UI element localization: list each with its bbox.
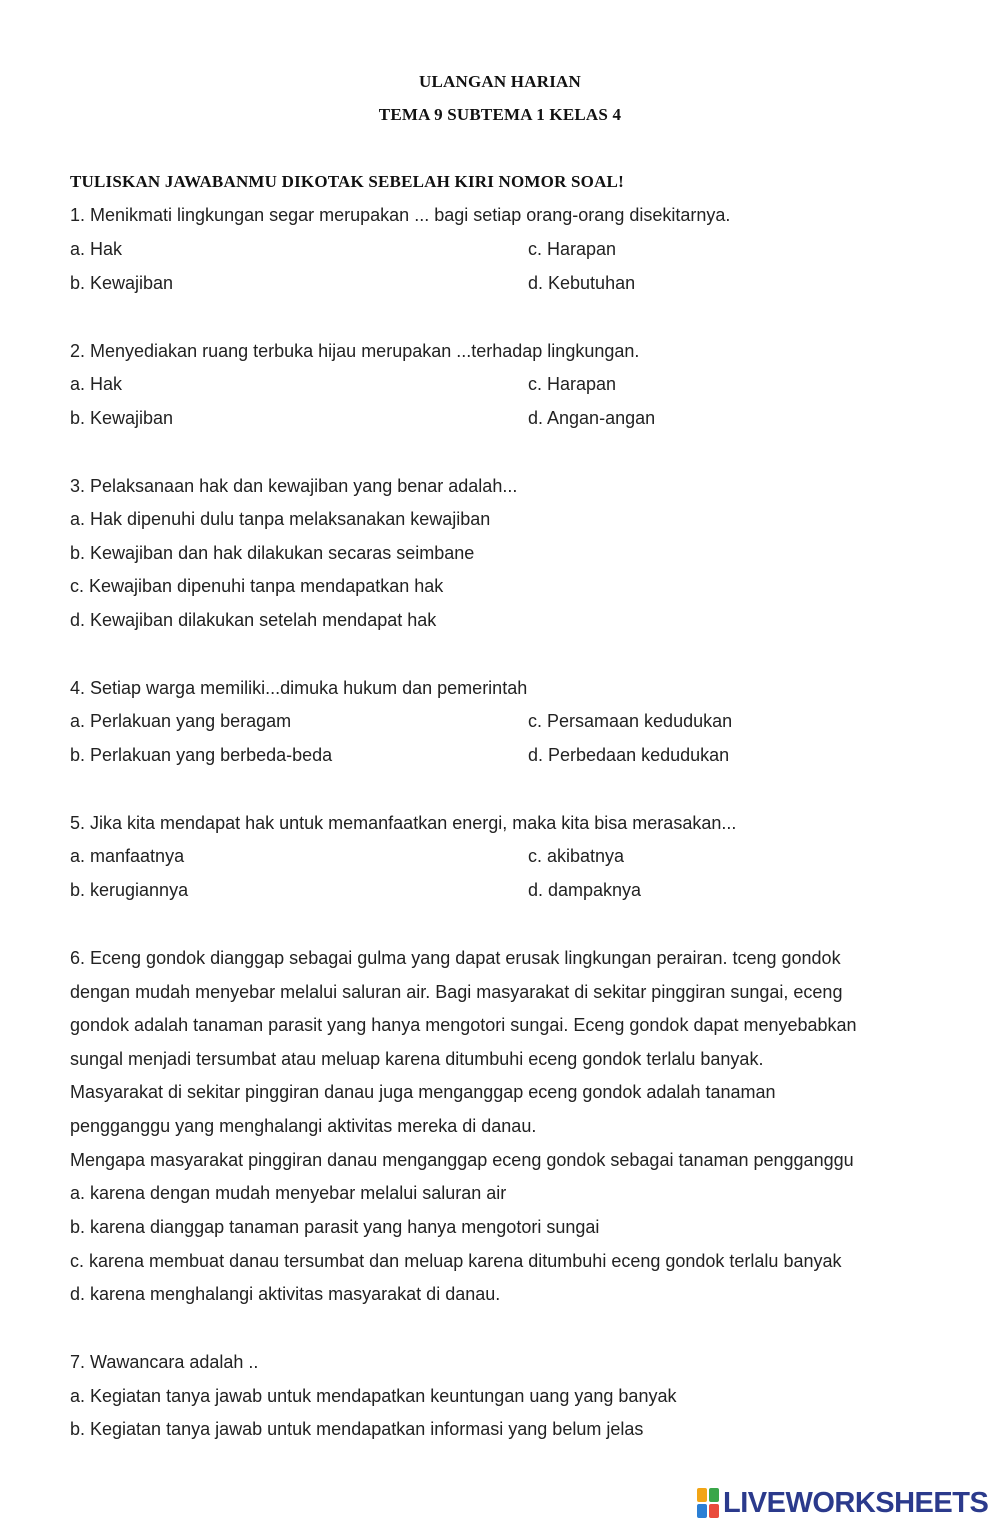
page-title: ULANGAN HARIAN	[419, 72, 581, 91]
logo-square-2	[709, 1488, 719, 1502]
q2-option-a: a. Hak	[70, 374, 123, 394]
q7-option-b: b. Kegiatan tanya jawab untuk mendapatkan informasi yang belum jelas	[70, 1419, 644, 1439]
q6-passage-line: Masyarakat di sekitar pinggiran danau juga menganggap eceng gondok adalah tanaman	[70, 1082, 776, 1102]
q5-option-c: c. akibatnya	[528, 846, 625, 866]
q1-option-a: a. Hak	[70, 239, 123, 259]
q6-passage-line: gondok adalah tanaman parasit yang hanya mengotori sungai. Eceng gondok dapat menyebabkan	[70, 1015, 857, 1035]
instruction-text: TULISKAN JAWABANMU DIKOTAK SEBELAH KIRI NOMOR SOAL!	[70, 172, 624, 191]
q1-option-b: b. Kewajiban	[70, 273, 174, 293]
q3-option-b: b. Kewajiban dan hak dilakukan secaras seimbane	[70, 543, 475, 563]
q6-option-a: a. karena dengan mudah menyebar melalui saluran air	[70, 1183, 507, 1203]
question-7: 7. Wawancara adalah ..	[70, 1352, 259, 1372]
q3-option-d: d. Kewajiban dilakukan setelah mendapat hak	[70, 610, 437, 630]
q5-option-d: d. dampaknya	[528, 880, 642, 900]
question-6: Mengapa masyarakat pinggiran danau menganggap eceng gondok sebagai tanaman pengganggu	[70, 1150, 854, 1170]
q6-passage-line: 6. Eceng gondok dianggap sebagai gulma yang dapat erusak lingkungan perairan. tceng gondok	[70, 948, 841, 968]
q4-option-a: a. Perlakuan yang beragam	[70, 711, 292, 731]
q6-option-c: c. karena membuat danau tersumbat dan meluap karena ditumbuhi eceng gondok terlalu banyak	[70, 1251, 842, 1271]
question-2: 2. Menyediakan ruang terbuka hijau merupakan ...terhadap lingkungan.	[70, 341, 640, 361]
liveworksheets-logo[interactable]	[697, 1486, 988, 1520]
question-3: 3. Pelaksanaan hak dan kewajiban yang benar adalah...	[70, 476, 518, 496]
q2-option-d: d. Angan-angan	[528, 408, 656, 428]
q5-option-b: b. kerugiannya	[70, 880, 189, 900]
q6-passage-line: dengan mudah menyebar melalui saluran air. Bagi masyarakat di sekitar pinggiran sungai, eceng	[70, 982, 843, 1002]
q7-option-a: a. Kegiatan tanya jawab untuk mendapatkan keuntungan uang yang banyak	[70, 1386, 677, 1406]
q1-option-d: d. Kebutuhan	[528, 273, 636, 293]
q6-option-d: d. karena menghalangi aktivitas masyarakat di danau.	[70, 1284, 501, 1304]
q1-option-c: c. Harapan	[528, 239, 617, 259]
page-subtitle: TEMA 9 SUBTEMA 1 KELAS 4	[378, 105, 622, 124]
q4-option-b: b. Perlakuan yang berbeda-beda	[70, 745, 333, 765]
q4-option-c: c. Persamaan kedudukan	[528, 711, 733, 731]
q2-option-c: c. Harapan	[528, 374, 617, 394]
logo-square-3	[697, 1504, 707, 1518]
q3-option-a: a. Hak dipenuhi dulu tanpa melaksanakan kewajiban	[70, 509, 491, 529]
liveworksheets-logo-text: LIVEWORKSHEETS	[723, 1486, 989, 1519]
q4-option-d: d. Perbedaan kedudukan	[528, 745, 730, 765]
q3-option-c: c. Kewajiban dipenuhi tanpa mendapatkan hak	[70, 576, 444, 596]
logo-square-1	[697, 1488, 707, 1502]
q6-passage-line: sungal menjadi tersumbat atau meluap karena ditumbuhi eceng gondok terlalu banyak.	[70, 1049, 764, 1069]
question-5: 5. Jika kita mendapat hak untuk memanfaatkan energi, maka kita bisa merasakan...	[70, 813, 737, 833]
liveworksheets-logo-icon	[697, 1488, 719, 1518]
q6-option-b: b. karena dianggap tanaman parasit yang hanya mengotori sungai	[70, 1217, 600, 1237]
question-1: 1. Menikmati lingkungan segar merupakan ... bagi setiap orang-orang disekitarnya.	[70, 205, 731, 225]
q5-option-a: a. manfaatnya	[70, 846, 185, 866]
q6-passage-line: pengganggu yang menghalangi aktivitas mereka di danau.	[70, 1116, 537, 1136]
q2-option-b: b. Kewajiban	[70, 408, 174, 428]
logo-square-4	[709, 1504, 719, 1518]
question-4: 4. Setiap warga memiliki...dimuka hukum dan pemerintah	[70, 678, 528, 698]
